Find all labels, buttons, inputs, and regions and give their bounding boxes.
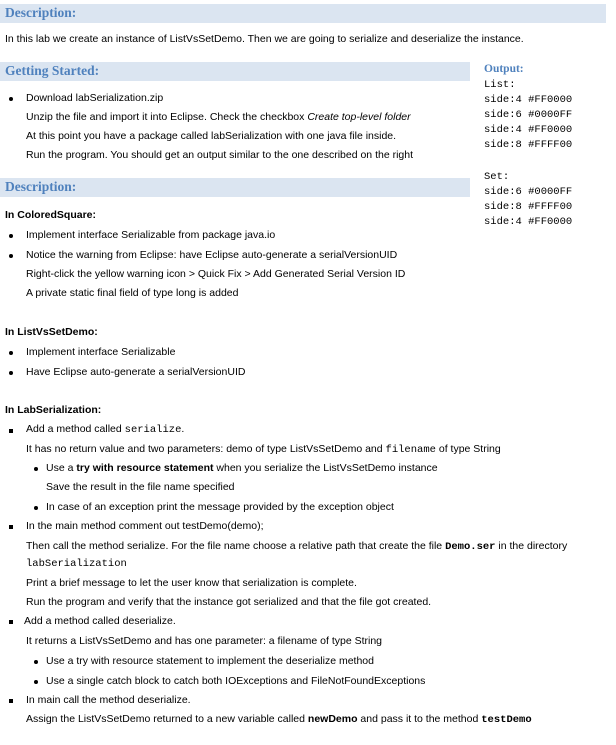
getting-started-unzip (26, 111, 411, 123)
output-list-line: side:6 #0000FF (484, 109, 573, 121)
bullet-dot (9, 371, 13, 375)
output-list-line: side:8 #FFFF00 (484, 139, 573, 151)
description-title-bar (0, 4, 606, 23)
output-set-line: side:8 #FFFF00 (484, 201, 573, 213)
colored-bullet-1: Implement interface Serializable from package java.io (26, 229, 276, 241)
bullet-square (9, 620, 13, 624)
step1-sub1-bold: try with resource statement (76, 462, 214, 474)
output-list-line: side:4 #FF0000 (484, 94, 573, 106)
unzip-emphasis: Create top-level folder (307, 111, 411, 123)
colored-line-4: A private static final field of type long is added (26, 287, 239, 299)
bullet-dot (34, 467, 38, 471)
output-set-label: Set: (484, 171, 510, 183)
list-vs-set-heading: In ListVsSetDemo: (5, 326, 98, 338)
colored-bullet-2: Notice the warning from Eclipse: have Eclipse auto-generate a serialVersionUID (26, 249, 398, 261)
step3: Add a method called deserialize. (24, 615, 176, 627)
getting-started-line3: At this point you have a package called labSerialization with one java file inside. (26, 130, 397, 142)
description2-title: Description: (5, 179, 77, 194)
step1-line2 (26, 443, 501, 456)
getting-started-item-download: Download labSerialization.zip (26, 92, 164, 104)
bullet-dot (9, 254, 13, 258)
step2-line2-post: in the directory (495, 540, 568, 552)
bullet-square (9, 699, 13, 703)
output-list-line: side:4 #FF0000 (484, 124, 573, 136)
output-set-line: side:6 #0000FF (484, 186, 573, 198)
step2-line2-text: Then call the method serialize. For the file name choose a relative path that create the file (26, 540, 446, 552)
step2-line4: Print a brief message to let the user know that serialization is complete. (26, 577, 357, 589)
step1 (26, 423, 184, 436)
bullet-dot (9, 234, 13, 238)
step1-line2-post: of type String (435, 443, 501, 455)
step2-line2-code: Demo.ser (445, 541, 496, 553)
bullet-dot (9, 97, 13, 101)
unzip-text: Unzip the file and import it into Eclipse. Check the checkbox (26, 111, 308, 123)
step2-line3-code: labSerialization (26, 558, 127, 570)
bullet-dot (9, 351, 13, 355)
step3-sub1: Use a try with resource statement to implement the deserialize method (46, 655, 374, 667)
step1-sub1-line2: Save the result in the file name specified (46, 481, 235, 493)
step1-text: Add a method called (26, 423, 125, 435)
getting-started-title: Getting Started: (5, 63, 100, 78)
step1-sub1 (46, 462, 438, 474)
output-title: Output: (484, 63, 524, 75)
bullet-dot (34, 506, 38, 510)
bullet-square (9, 429, 13, 433)
colored-square-heading: In ColoredSquare: (5, 209, 97, 221)
step3-line2: It returns a ListVsSetDemo and has one parameter: a filename of type String (26, 635, 383, 647)
step1-sub2: In case of an exception print the message provided by the exception object (46, 501, 394, 513)
list-bullet-2: Have Eclipse auto-generate a serialVersionUID (26, 366, 246, 378)
step4-line2-mid: and pass it to the method (357, 713, 482, 725)
step1-sub1-post: when you serialize the ListVsSetDemo instance (213, 462, 438, 474)
step1-post: . (181, 423, 185, 435)
step2-line2 (26, 540, 567, 553)
getting-started-title-bar (0, 62, 470, 81)
step1-line2-code: filename (385, 444, 436, 456)
output-list-label: List: (484, 79, 516, 91)
bullet-dot (34, 680, 38, 684)
step4-line2-text: Assign the ListVsSetDemo returned to a new variable called (26, 713, 308, 725)
output-set-line: side:4 #FF0000 (484, 216, 573, 228)
step4-new-demo: newDemo (307, 713, 358, 725)
step1-code: serialize (124, 424, 182, 436)
getting-started-line4: Run the program. You should get an output similar to the one described on the right (26, 149, 414, 161)
description-text: In this lab we create an instance of ListVsSetDemo. Then we are going to serialize and deserialize the instance. (5, 33, 524, 45)
step4: In main call the method deserialize. (26, 694, 191, 706)
colored-line-3: Right-click the yellow warning icon > Quick Fix > Add Generated Serial Version ID (26, 268, 406, 280)
step2-line5: Run the program and verify that the instance got serialized and that the file got created. (26, 596, 432, 608)
list-bullet-1: Implement interface Serializable (26, 346, 176, 358)
step2: In the main method comment out testDemo(demo); (26, 520, 264, 532)
description2-title-bar (0, 178, 470, 197)
bullet-dot (34, 660, 38, 664)
step3-sub2: Use a single catch block to catch both IOExceptions and FileNotFoundExceptions (46, 675, 426, 687)
step1-sub1-text: Use a (46, 462, 77, 474)
step4-line2 (26, 713, 532, 726)
description-title: Description: (5, 5, 77, 20)
step1-line2-text: It has no return value and two parameters: demo of type ListVsSetDemo and (26, 443, 386, 455)
lab-serialization-heading: In LabSerialization: (5, 404, 102, 416)
step4-test-demo: testDemo (481, 714, 532, 726)
bullet-square (9, 525, 13, 529)
